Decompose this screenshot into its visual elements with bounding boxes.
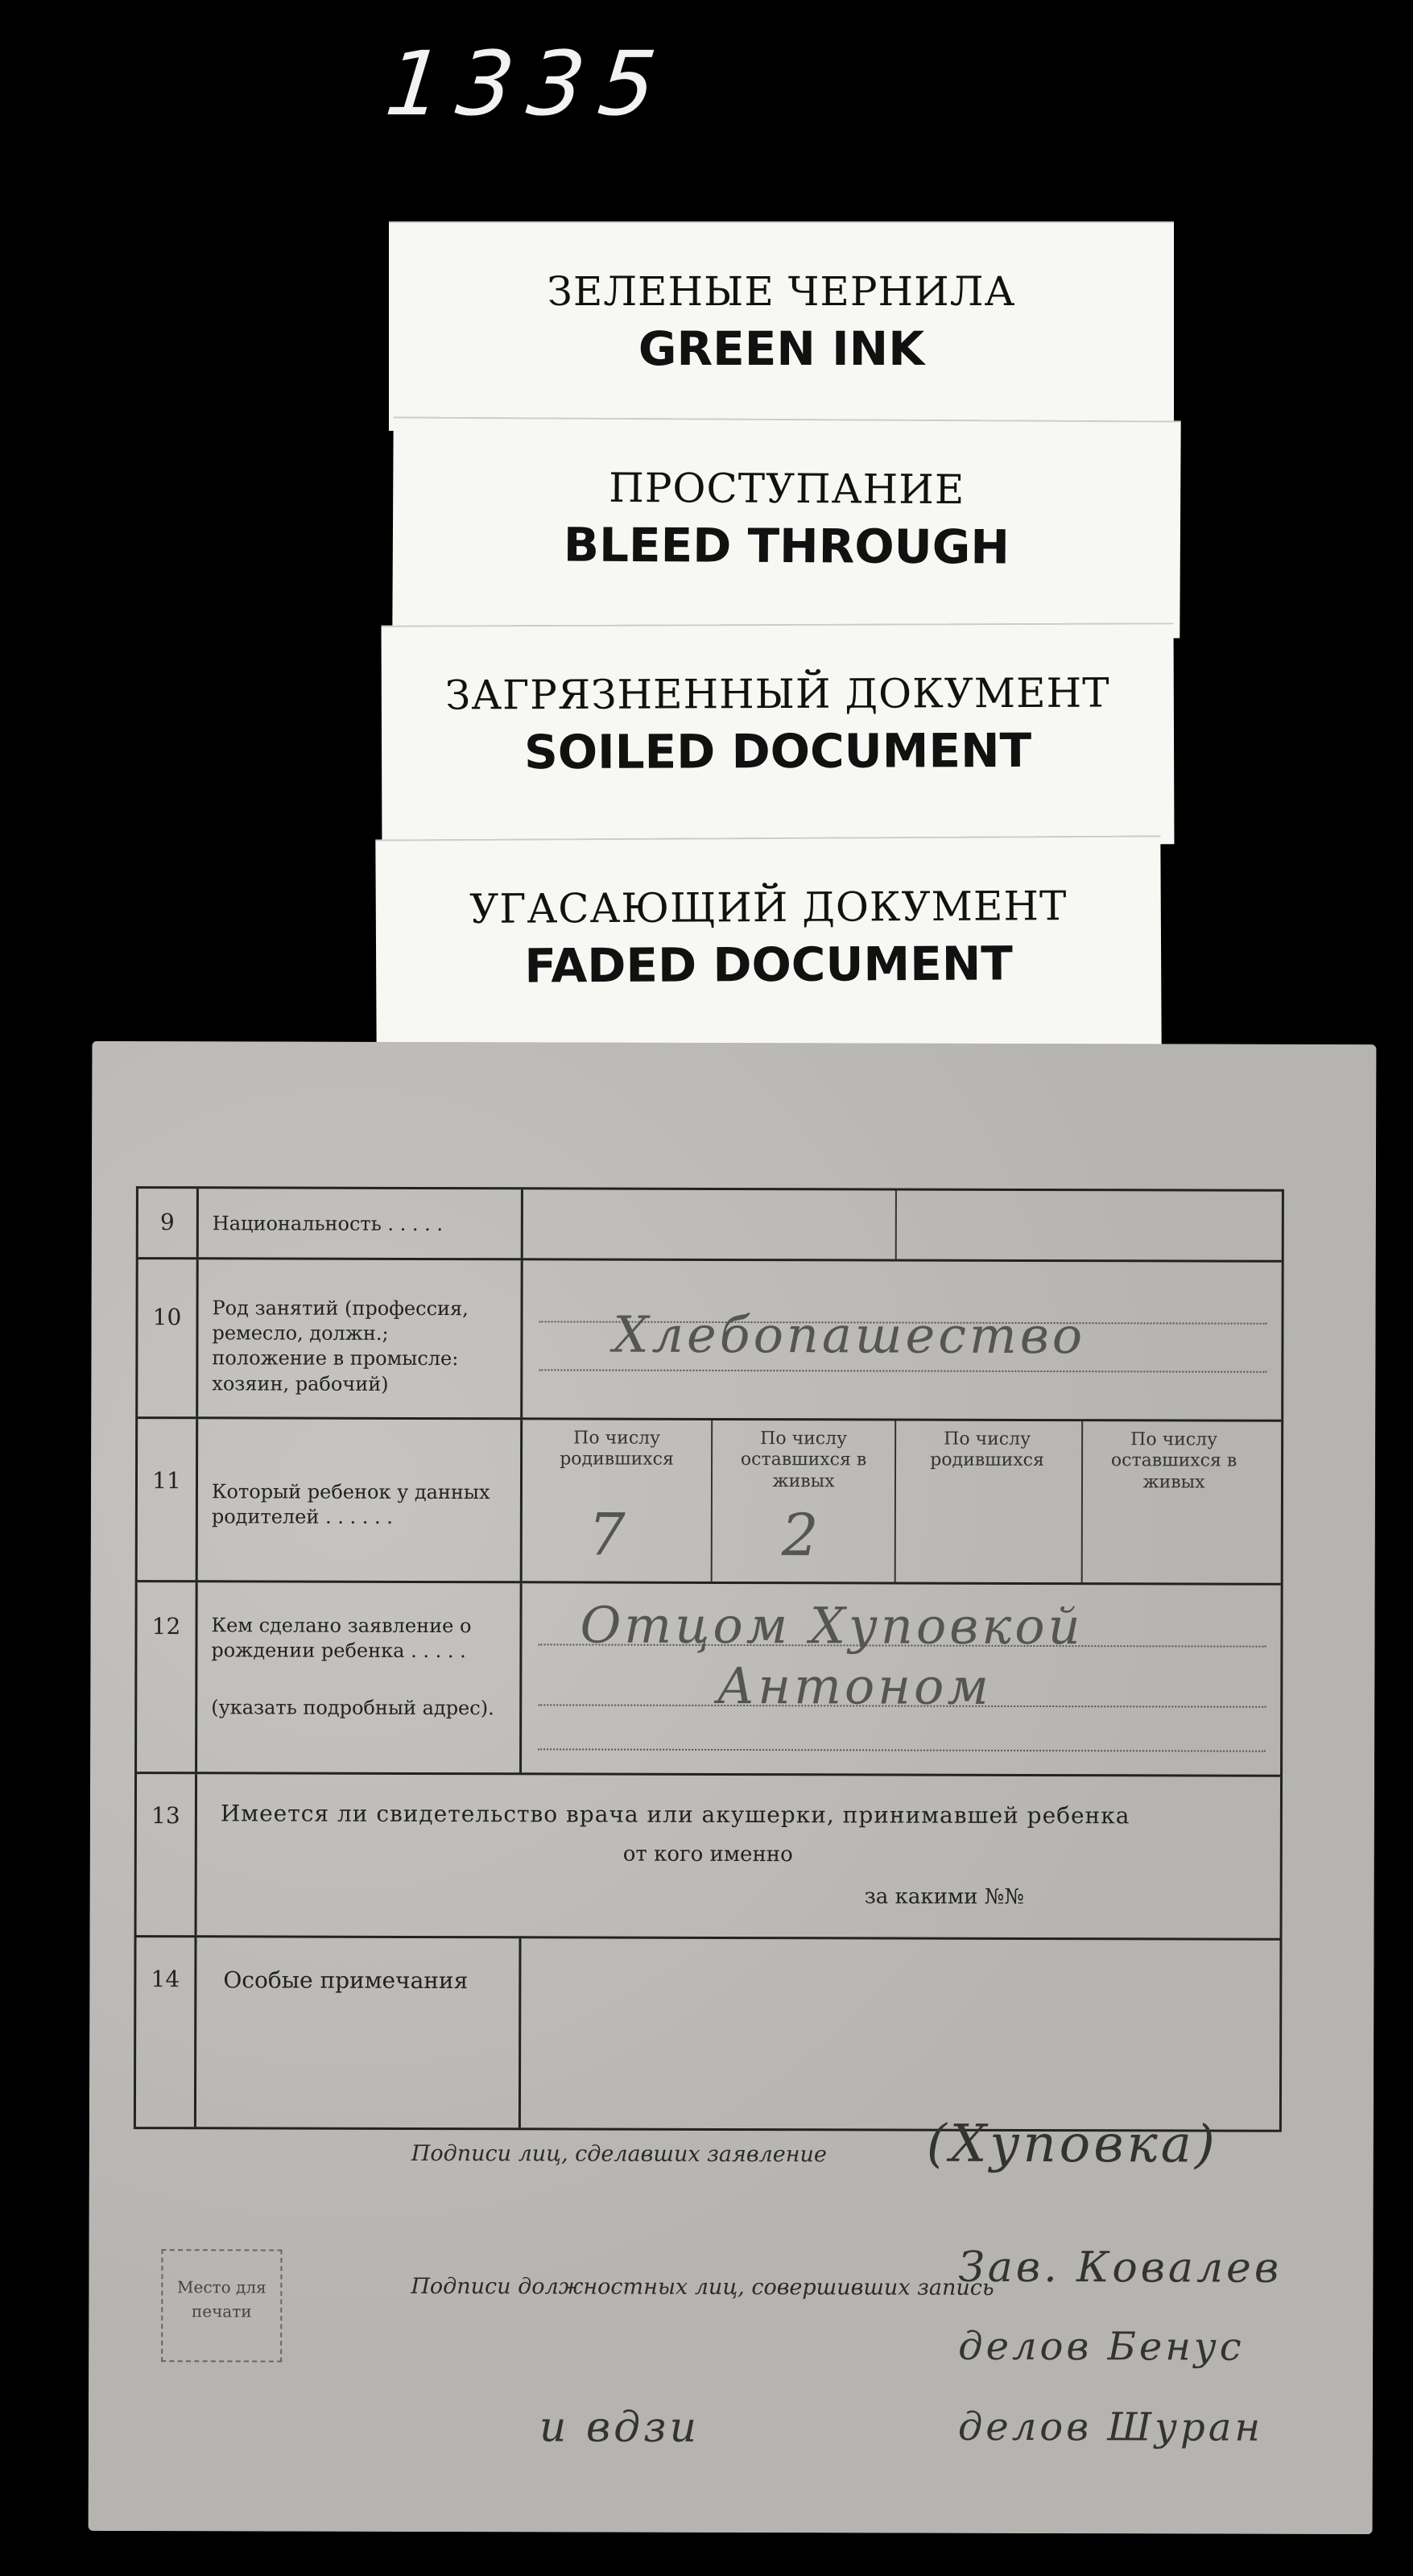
official-signature-3: делов Шуран <box>957 2404 1264 2450</box>
alive-count-handwriting: 2 <box>781 1501 822 1569</box>
certificate-text: Имеется ли свидетельство врача или акушерки, принимавшей ребенка <box>220 1800 1130 1830</box>
row-occupation <box>138 1257 1282 1420</box>
official-signature-1: Зав. Ковалев <box>958 2243 1283 2293</box>
row-number: 13 <box>137 1774 198 1935</box>
tag-green-ink <box>389 221 1174 431</box>
tag-soiled-document <box>382 622 1175 846</box>
tag-ru-label: ЗЕЛЕНЫЕ ЧЕРНИЛА <box>547 268 1016 315</box>
officials-signature-label: Подписи должностных лиц, совершивших запись <box>411 2273 994 2301</box>
row-notes <box>136 1935 1280 2132</box>
header-born: По числу родившихся <box>930 1429 1044 1471</box>
official-signature-2: делов Бенус <box>958 2323 1245 2370</box>
notes-value <box>523 1938 1280 2129</box>
row-label <box>200 1582 523 1772</box>
from-whom-label: от кого именно <box>622 1842 793 1867</box>
numbers-label: за какими №№ <box>864 1884 1024 1909</box>
row-label: Национальность . . . . . <box>201 1189 523 1258</box>
declarant-name-handwriting: Антоном <box>717 1656 992 1716</box>
tag-en-label: BLEED THROUGH <box>563 517 1010 575</box>
official-signature-4: и вдзи <box>539 2403 700 2452</box>
row-number: 12 <box>137 1582 198 1772</box>
tag-ru-label: ПРОСТУПАНИЕ <box>609 464 965 514</box>
header-alive: По числу оставшихся в живых <box>1110 1429 1237 1493</box>
tag-ru-label: ЗАГРЯЗНЕННЫЙ ДОКУМЕНТ <box>445 669 1110 719</box>
row-number: 9 <box>138 1189 199 1257</box>
certificate-question <box>200 1774 1281 1938</box>
tag-ru-label: УГАСАЮЩИЙ ДОКУМЕНТ <box>469 883 1068 932</box>
row-nationality <box>138 1186 1282 1260</box>
tag-en-label: SOILED DOCUMENT <box>523 722 1032 780</box>
row-number: 11 <box>138 1419 199 1580</box>
declarant-handwriting: Отцом Хуповкой <box>580 1595 1084 1656</box>
notes-label: Особые примечания <box>199 1937 522 2127</box>
occupation-value <box>524 1260 1282 1419</box>
header-born: По числу родившихся <box>560 1428 674 1470</box>
row-certificate <box>137 1772 1281 1938</box>
row-label: Который ребенок у данных родителей . . . . . . <box>200 1419 523 1581</box>
tag-en-label: GREEN INK <box>638 321 925 376</box>
declarant-signature: (Хуповка) <box>926 2114 1218 2175</box>
born-count-handwriting: 7 <box>588 1500 629 1569</box>
archive-stamp-number: 1335 <box>381 32 676 135</box>
occupation-handwriting: Хлебопашество <box>613 1305 1086 1366</box>
tag-en-label: FADED DOCUMENT <box>524 936 1014 994</box>
record-form <box>134 1186 1284 2132</box>
tag-faded-document <box>375 835 1161 1048</box>
row-label: Род занятий (профессия, ремесло, должн.; положение в промысле: хозяин, рабочий) <box>200 1259 523 1417</box>
address-label: (указать подробный адрес). <box>211 1696 494 1720</box>
seal-placeholder: Место для печати <box>161 2249 282 2362</box>
row-declarant <box>137 1580 1281 1775</box>
tag-bleed-through <box>392 416 1180 638</box>
child-order-values <box>524 1420 1282 1582</box>
birth-record-page <box>89 1041 1377 2534</box>
declarant-value <box>523 1583 1281 1774</box>
declarant-label: Кем сделано заявление о рождении ребенка . . . . . <box>211 1614 472 1663</box>
row-child-order <box>138 1416 1282 1583</box>
nationality-value <box>525 1189 1282 1259</box>
header-alive: По числу оставшихся в живых <box>740 1429 867 1492</box>
row-number: 10 <box>138 1259 199 1416</box>
declarant-signature-label: Подписи лиц, сделавших заявление <box>411 2140 827 2168</box>
row-number: 14 <box>136 1937 197 2127</box>
